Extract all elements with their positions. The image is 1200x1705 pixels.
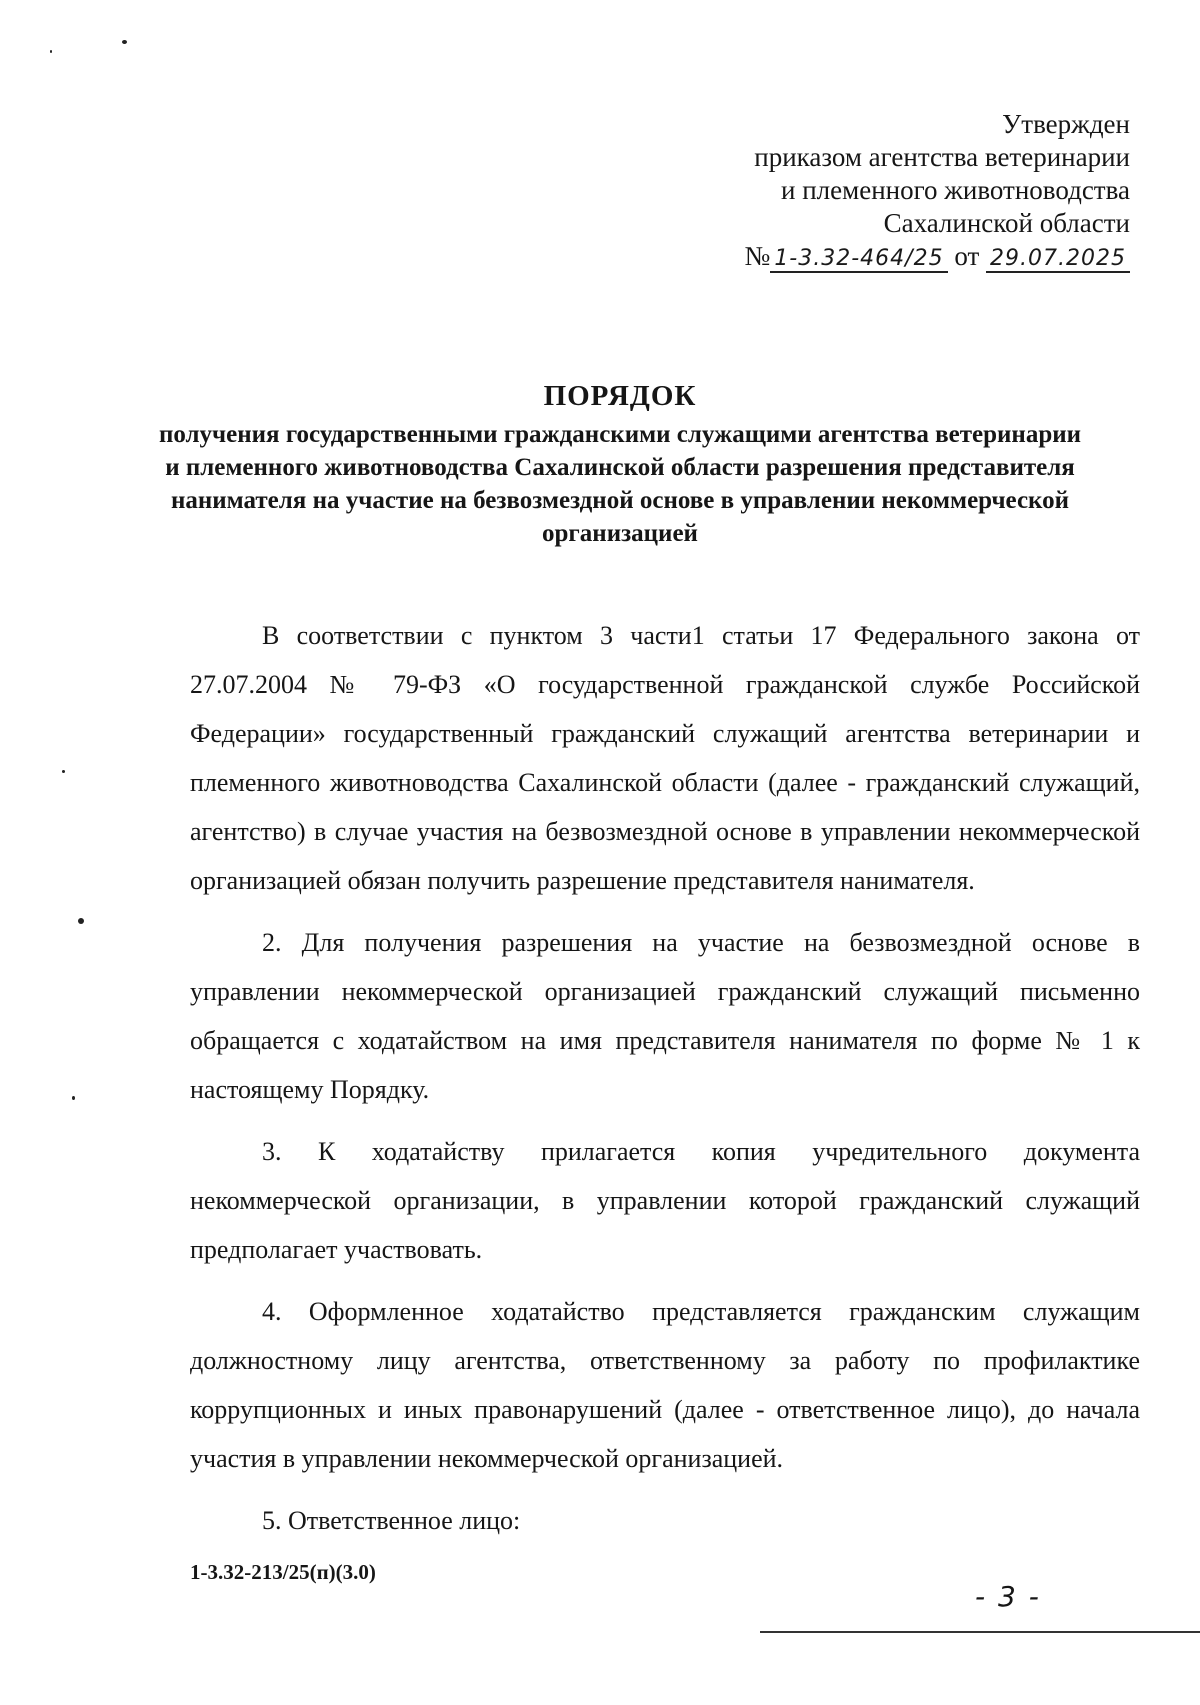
- approval-line-region: Сахалинской области: [883, 208, 1130, 238]
- scan-speck: [78, 918, 84, 924]
- paragraph-5: 5. Ответственное лицо:: [262, 1506, 521, 1535]
- handwritten-order-date: 29.07.2025: [986, 247, 1130, 273]
- approval-line-approved: Утвержден: [1002, 109, 1130, 139]
- scan-speck: [62, 770, 65, 773]
- approval-number-line: [610, 240, 1130, 273]
- document-subtitle: получения государственными гражданскими служащими агентства ветеринарии и племенного животноводства Сахалинской области разрешения представителя нанимателя на участие на безвозмездной основе в управлении некоммерческой организацией: [158, 421, 1082, 547]
- document-body: [190, 611, 1140, 1558]
- paragraph-2: 2. Для получения разрешения на участие на безвозмездной основе в управлении некоммерческой организацией гражданский служащий письменно обращается с ходатайством на имя представителя нанимателя по форме № 1 к настоящему Порядку.: [190, 928, 1140, 1104]
- date-prefix: от: [954, 241, 980, 271]
- approval-block: [610, 108, 1130, 273]
- scan-speck: [50, 50, 52, 53]
- footer-document-code: 1-3.32-213/25(п)(3.0): [190, 1560, 376, 1584]
- scan-speck: [72, 1096, 75, 1100]
- paragraph-4: 4. Оформленное ходатайство представляется гражданским служащим должностному лицу агентства, ответственному за работу по профилактике коррупционных и иных правонарушений (далее - ответственное лицо), до начала участия в управлении некоммерческой организацией.: [190, 1297, 1140, 1473]
- handwritten-order-number: 1-3.32-464/25: [770, 247, 947, 273]
- page-number: - 3 -: [975, 1580, 1041, 1613]
- bottom-divider: [760, 1631, 1200, 1633]
- number-prefix: №: [744, 241, 771, 271]
- document-title-block: [150, 378, 1090, 550]
- document-title: ПОРЯДОК: [543, 380, 697, 412]
- approval-line-agency: и племенного животноводства: [781, 175, 1130, 205]
- approval-line-order: приказом агентства ветеринарии: [754, 142, 1130, 172]
- scan-speck: [122, 40, 127, 44]
- paragraph-3: 3. К ходатайству прилагается копия учредительного документа некоммерческой организации, в управлении которой гражданский служащий предполагает участвовать.: [190, 1137, 1140, 1264]
- paragraph-1: В соответствии с пунктом 3 части1 статьи 17 Федерального закона от 27.07.2004 № 79-ФЗ «О государственной гражданской службе Российской Федерации» государственный гражданский служащий агентства ветеринарии и племенного животноводства Сахалинской области (далее - гражданский служащий, агентство) в случае участия на безвозмездной основе в управлении некоммерческой организацией обязан получить разрешение представителя нанимателя.: [190, 621, 1140, 895]
